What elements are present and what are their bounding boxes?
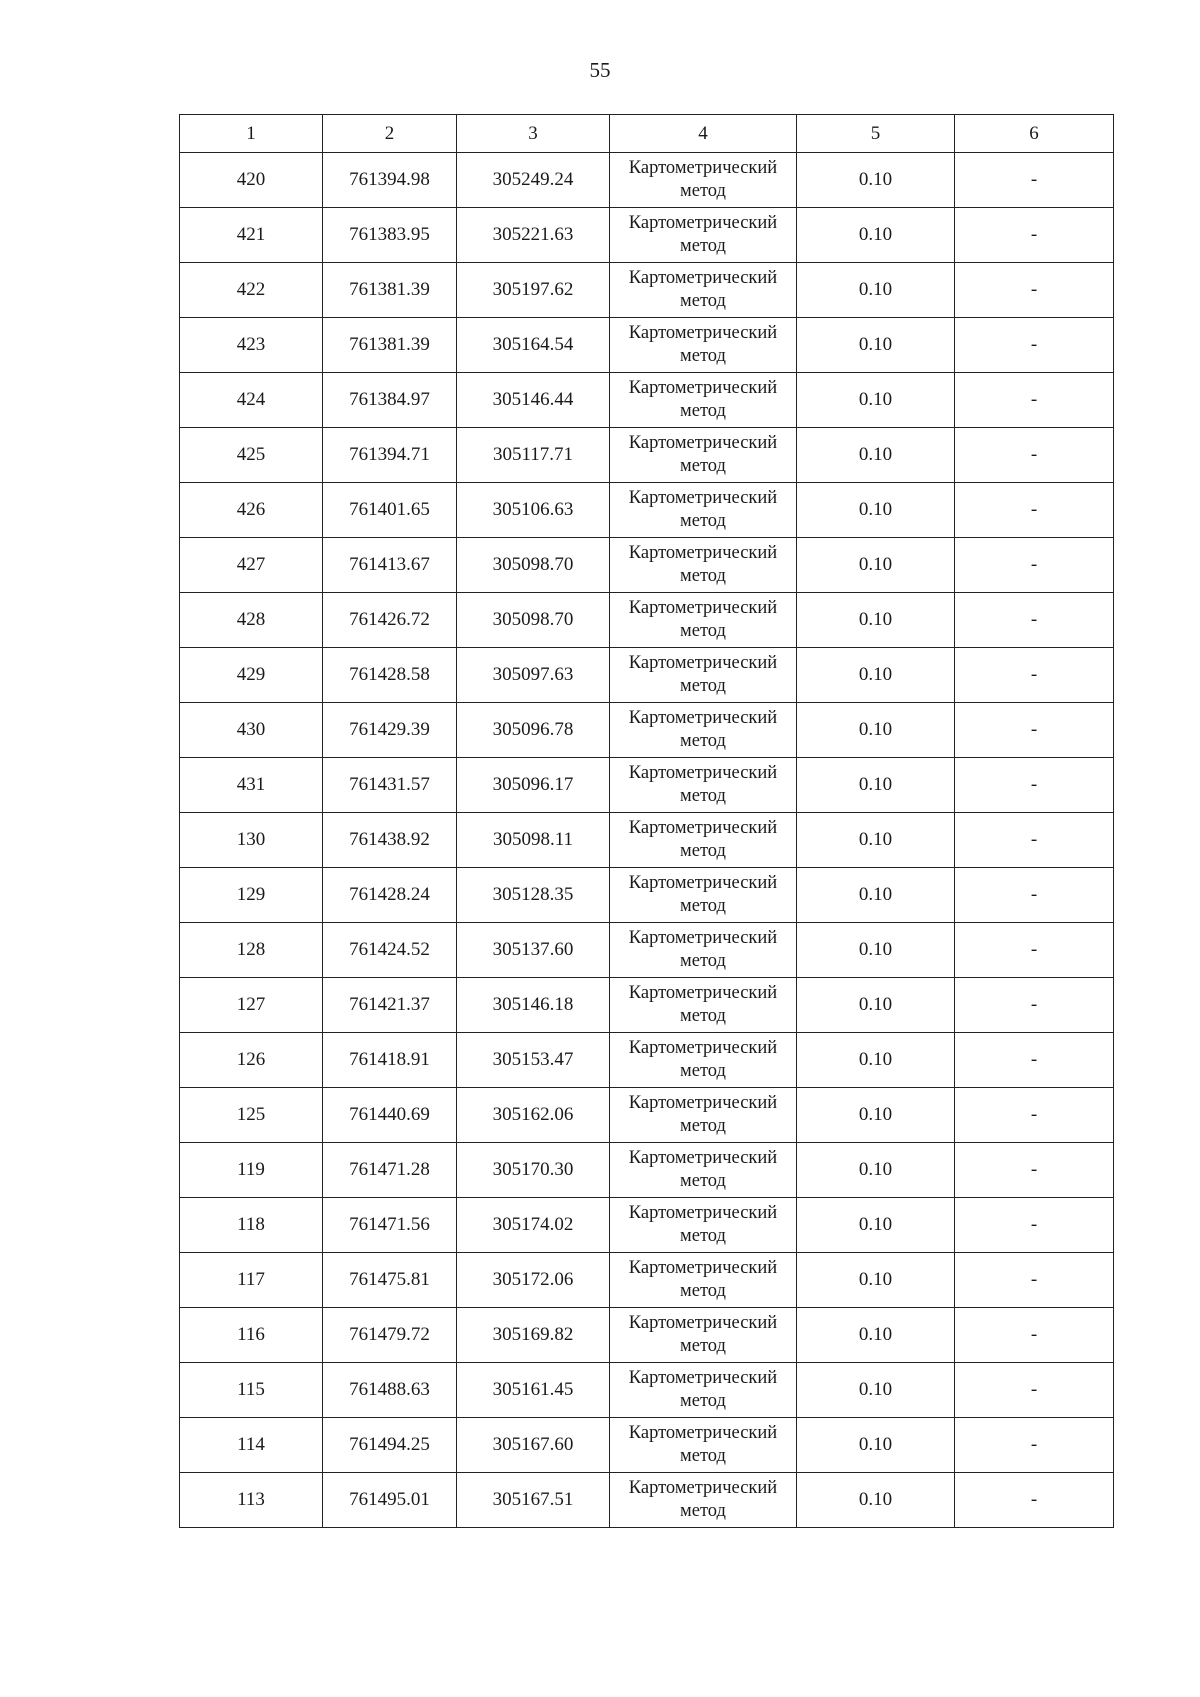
table-row bbox=[180, 263, 1114, 318]
x-coordinate-cell: 761471.28 bbox=[323, 1143, 457, 1198]
method-cell bbox=[610, 978, 797, 1033]
accuracy-cell: 0.10 bbox=[797, 1308, 955, 1363]
method-text: метод bbox=[680, 1281, 726, 1301]
table-row bbox=[180, 1308, 1114, 1363]
y-coordinate-cell: 305197.62 bbox=[457, 263, 610, 318]
accuracy-cell: 0.10 bbox=[797, 318, 955, 373]
y-coordinate-cell: 305137.60 bbox=[457, 923, 610, 978]
note-cell: - bbox=[955, 208, 1114, 263]
method-cell bbox=[610, 703, 797, 758]
x-coordinate-cell: 761428.24 bbox=[323, 868, 457, 923]
column-header: 5 bbox=[797, 115, 955, 153]
method-text: Картометрический bbox=[628, 983, 778, 1003]
note-cell: - bbox=[955, 1253, 1114, 1308]
method-text: метод bbox=[680, 511, 726, 531]
accuracy-cell: 0.10 bbox=[797, 813, 955, 868]
note-cell: - bbox=[955, 483, 1114, 538]
accuracy-cell: 0.10 bbox=[797, 923, 955, 978]
accuracy-cell: 0.10 bbox=[797, 648, 955, 703]
x-coordinate-cell: 761494.25 bbox=[323, 1418, 457, 1473]
method-text: Картометрический bbox=[628, 598, 778, 618]
method-text: метод bbox=[680, 951, 726, 971]
y-coordinate-cell: 305169.82 bbox=[457, 1308, 610, 1363]
method-cell bbox=[610, 428, 797, 483]
point-number-cell: 424 bbox=[180, 373, 323, 428]
accuracy-cell: 0.10 bbox=[797, 373, 955, 428]
method-text: метод bbox=[680, 236, 726, 256]
method-text: метод bbox=[680, 401, 726, 421]
y-coordinate-cell: 305128.35 bbox=[457, 868, 610, 923]
y-coordinate-cell: 305249.24 bbox=[457, 153, 610, 208]
method-cell bbox=[610, 1253, 797, 1308]
point-number-cell: 420 bbox=[180, 153, 323, 208]
x-coordinate-cell: 761424.52 bbox=[323, 923, 457, 978]
accuracy-cell: 0.10 bbox=[797, 428, 955, 483]
x-coordinate-cell: 761488.63 bbox=[323, 1363, 457, 1418]
accuracy-cell: 0.10 bbox=[797, 1143, 955, 1198]
method-cell bbox=[610, 208, 797, 263]
point-number-cell: 118 bbox=[180, 1198, 323, 1253]
column-header: 3 bbox=[457, 115, 610, 153]
table-row bbox=[180, 923, 1114, 978]
note-cell: - bbox=[955, 1198, 1114, 1253]
method-cell bbox=[610, 318, 797, 373]
point-number-cell: 117 bbox=[180, 1253, 323, 1308]
table-row bbox=[180, 758, 1114, 813]
table-row bbox=[180, 868, 1114, 923]
note-cell: - bbox=[955, 593, 1114, 648]
y-coordinate-cell: 305174.02 bbox=[457, 1198, 610, 1253]
method-text: Картометрический bbox=[628, 488, 778, 508]
method-text: метод bbox=[680, 841, 726, 861]
note-cell: - bbox=[955, 373, 1114, 428]
note-cell: - bbox=[955, 1363, 1114, 1418]
table-row bbox=[180, 428, 1114, 483]
note-cell: - bbox=[955, 153, 1114, 208]
accuracy-cell: 0.10 bbox=[797, 538, 955, 593]
point-number-cell: 127 bbox=[180, 978, 323, 1033]
y-coordinate-cell: 305096.17 bbox=[457, 758, 610, 813]
table-row bbox=[180, 593, 1114, 648]
point-number-cell: 129 bbox=[180, 868, 323, 923]
method-cell bbox=[610, 483, 797, 538]
accuracy-cell: 0.10 bbox=[797, 1473, 955, 1528]
column-header: 4 bbox=[610, 115, 797, 153]
x-coordinate-cell: 761381.39 bbox=[323, 318, 457, 373]
x-coordinate-cell: 761479.72 bbox=[323, 1308, 457, 1363]
y-coordinate-cell: 305162.06 bbox=[457, 1088, 610, 1143]
method-text: Картометрический bbox=[628, 818, 778, 838]
y-coordinate-cell: 305172.06 bbox=[457, 1253, 610, 1308]
point-number-cell: 126 bbox=[180, 1033, 323, 1088]
y-coordinate-cell: 305146.44 bbox=[457, 373, 610, 428]
table-row bbox=[180, 153, 1114, 208]
table-row bbox=[180, 1363, 1114, 1418]
method-cell bbox=[610, 593, 797, 648]
x-coordinate-cell: 761394.98 bbox=[323, 153, 457, 208]
method-text: Картометрический bbox=[628, 928, 778, 948]
point-number-cell: 430 bbox=[180, 703, 323, 758]
method-text: метод bbox=[680, 1336, 726, 1356]
method-text: Картометрический bbox=[628, 543, 778, 563]
point-number-cell: 128 bbox=[180, 923, 323, 978]
method-text: метод bbox=[680, 1226, 726, 1246]
note-cell: - bbox=[955, 868, 1114, 923]
table-row bbox=[180, 538, 1114, 593]
method-text: Картометрический bbox=[628, 653, 778, 673]
table-row bbox=[180, 1143, 1114, 1198]
x-coordinate-cell: 761418.91 bbox=[323, 1033, 457, 1088]
accuracy-cell: 0.10 bbox=[797, 1088, 955, 1143]
note-cell: - bbox=[955, 703, 1114, 758]
point-number-cell: 119 bbox=[180, 1143, 323, 1198]
accuracy-cell: 0.10 bbox=[797, 1363, 955, 1418]
method-cell bbox=[610, 1363, 797, 1418]
y-coordinate-cell: 305161.45 bbox=[457, 1363, 610, 1418]
table-row bbox=[180, 1253, 1114, 1308]
x-coordinate-cell: 761413.67 bbox=[323, 538, 457, 593]
method-text: Картометрический bbox=[628, 323, 778, 343]
note-cell: - bbox=[955, 318, 1114, 373]
method-text: Картометрический bbox=[628, 1148, 778, 1168]
method-text: метод bbox=[680, 181, 726, 201]
x-coordinate-cell: 761381.39 bbox=[323, 263, 457, 318]
method-text: Картометрический bbox=[628, 1258, 778, 1278]
point-number-cell: 115 bbox=[180, 1363, 323, 1418]
accuracy-cell: 0.10 bbox=[797, 1033, 955, 1088]
table-row bbox=[180, 483, 1114, 538]
y-coordinate-cell: 305098.70 bbox=[457, 538, 610, 593]
table-row bbox=[180, 208, 1114, 263]
method-text: метод bbox=[680, 896, 726, 916]
method-text: Картометрический bbox=[628, 1313, 778, 1333]
method-text: метод bbox=[680, 456, 726, 476]
accuracy-cell: 0.10 bbox=[797, 263, 955, 318]
table-row bbox=[180, 1033, 1114, 1088]
method-cell bbox=[610, 1033, 797, 1088]
table-row bbox=[180, 703, 1114, 758]
method-text: метод bbox=[680, 1006, 726, 1026]
page-number: 55 bbox=[589, 58, 611, 82]
coordinates-table bbox=[179, 114, 1114, 1528]
x-coordinate-cell: 761495.01 bbox=[323, 1473, 457, 1528]
x-coordinate-cell: 761431.57 bbox=[323, 758, 457, 813]
method-cell bbox=[610, 1473, 797, 1528]
method-cell bbox=[610, 923, 797, 978]
x-coordinate-cell: 761383.95 bbox=[323, 208, 457, 263]
method-text: Картометрический bbox=[628, 1368, 778, 1388]
y-coordinate-cell: 305098.11 bbox=[457, 813, 610, 868]
method-text: метод bbox=[680, 731, 726, 751]
point-number-cell: 425 bbox=[180, 428, 323, 483]
method-cell bbox=[610, 1308, 797, 1363]
method-text: метод bbox=[680, 566, 726, 586]
note-cell: - bbox=[955, 263, 1114, 318]
y-coordinate-cell: 305167.51 bbox=[457, 1473, 610, 1528]
method-cell bbox=[610, 758, 797, 813]
method-cell bbox=[610, 868, 797, 923]
method-text: метод bbox=[680, 291, 726, 311]
table-body bbox=[180, 153, 1114, 1528]
method-text: метод bbox=[680, 1061, 726, 1081]
method-text: Картометрический bbox=[628, 213, 778, 233]
table-row bbox=[180, 318, 1114, 373]
point-number-cell: 422 bbox=[180, 263, 323, 318]
y-coordinate-cell: 305164.54 bbox=[457, 318, 610, 373]
note-cell: - bbox=[955, 1143, 1114, 1198]
x-coordinate-cell: 761426.72 bbox=[323, 593, 457, 648]
y-coordinate-cell: 305167.60 bbox=[457, 1418, 610, 1473]
method-cell bbox=[610, 813, 797, 868]
table-row bbox=[180, 373, 1114, 428]
note-cell: - bbox=[955, 648, 1114, 703]
note-cell: - bbox=[955, 978, 1114, 1033]
table-row bbox=[180, 1418, 1114, 1473]
method-text: метод bbox=[680, 1171, 726, 1191]
method-text: метод bbox=[680, 1446, 726, 1466]
method-text: Картометрический bbox=[628, 1038, 778, 1058]
table-row bbox=[180, 648, 1114, 703]
column-header: 6 bbox=[955, 115, 1114, 153]
y-coordinate-cell: 305221.63 bbox=[457, 208, 610, 263]
x-coordinate-cell: 761475.81 bbox=[323, 1253, 457, 1308]
table-row bbox=[180, 813, 1114, 868]
note-cell: - bbox=[955, 1088, 1114, 1143]
method-cell bbox=[610, 373, 797, 428]
method-text: Картометрический bbox=[628, 1203, 778, 1223]
accuracy-cell: 0.10 bbox=[797, 483, 955, 538]
point-number-cell: 130 bbox=[180, 813, 323, 868]
method-text: Картометрический bbox=[628, 1423, 778, 1443]
accuracy-cell: 0.10 bbox=[797, 1198, 955, 1253]
accuracy-cell: 0.10 bbox=[797, 153, 955, 208]
accuracy-cell: 0.10 bbox=[797, 978, 955, 1033]
method-text: Картометрический bbox=[628, 268, 778, 288]
y-coordinate-cell: 305096.78 bbox=[457, 703, 610, 758]
y-coordinate-cell: 305098.70 bbox=[457, 593, 610, 648]
point-number-cell: 114 bbox=[180, 1418, 323, 1473]
y-coordinate-cell: 305097.63 bbox=[457, 648, 610, 703]
point-number-cell: 116 bbox=[180, 1308, 323, 1363]
method-text: Картометрический bbox=[628, 1093, 778, 1113]
accuracy-cell: 0.10 bbox=[797, 1253, 955, 1308]
note-cell: - bbox=[955, 758, 1114, 813]
column-header: 2 bbox=[323, 115, 457, 153]
table-row bbox=[180, 978, 1114, 1033]
x-coordinate-cell: 761438.92 bbox=[323, 813, 457, 868]
method-text: Картометрический bbox=[628, 378, 778, 398]
method-text: Картометрический bbox=[628, 433, 778, 453]
method-text: Картометрический bbox=[628, 1478, 778, 1498]
note-cell: - bbox=[955, 538, 1114, 593]
accuracy-cell: 0.10 bbox=[797, 868, 955, 923]
accuracy-cell: 0.10 bbox=[797, 758, 955, 813]
point-number-cell: 423 bbox=[180, 318, 323, 373]
x-coordinate-cell: 761384.97 bbox=[323, 373, 457, 428]
method-text: метод bbox=[680, 621, 726, 641]
column-header: 1 bbox=[180, 115, 323, 153]
method-text: Картометрический bbox=[628, 158, 778, 178]
method-text: метод bbox=[680, 1116, 726, 1136]
method-text: метод bbox=[680, 1501, 726, 1521]
method-cell bbox=[610, 1143, 797, 1198]
x-coordinate-cell: 761429.39 bbox=[323, 703, 457, 758]
method-cell bbox=[610, 648, 797, 703]
x-coordinate-cell: 761440.69 bbox=[323, 1088, 457, 1143]
accuracy-cell: 0.10 bbox=[797, 593, 955, 648]
method-cell bbox=[610, 538, 797, 593]
point-number-cell: 431 bbox=[180, 758, 323, 813]
accuracy-cell: 0.10 bbox=[797, 1418, 955, 1473]
method-text: Картометрический bbox=[628, 873, 778, 893]
y-coordinate-cell: 305170.30 bbox=[457, 1143, 610, 1198]
note-cell: - bbox=[955, 813, 1114, 868]
x-coordinate-cell: 761421.37 bbox=[323, 978, 457, 1033]
table-row bbox=[180, 1473, 1114, 1528]
method-cell bbox=[610, 263, 797, 318]
note-cell: - bbox=[955, 1033, 1114, 1088]
x-coordinate-cell: 761394.71 bbox=[323, 428, 457, 483]
method-text: метод bbox=[680, 676, 726, 696]
method-cell bbox=[610, 1198, 797, 1253]
method-text: Картометрический bbox=[628, 708, 778, 728]
method-cell bbox=[610, 1088, 797, 1143]
method-text: метод bbox=[680, 786, 726, 806]
point-number-cell: 429 bbox=[180, 648, 323, 703]
table-row bbox=[180, 1088, 1114, 1143]
method-cell bbox=[610, 153, 797, 208]
method-cell bbox=[610, 1418, 797, 1473]
note-cell: - bbox=[955, 1308, 1114, 1363]
table-row bbox=[180, 1198, 1114, 1253]
note-cell: - bbox=[955, 1418, 1114, 1473]
point-number-cell: 421 bbox=[180, 208, 323, 263]
table-header-row bbox=[180, 115, 1114, 153]
point-number-cell: 426 bbox=[180, 483, 323, 538]
y-coordinate-cell: 305153.47 bbox=[457, 1033, 610, 1088]
note-cell: - bbox=[955, 428, 1114, 483]
method-text: метод bbox=[680, 1391, 726, 1411]
method-text: Картометрический bbox=[628, 763, 778, 783]
x-coordinate-cell: 761401.65 bbox=[323, 483, 457, 538]
accuracy-cell: 0.10 bbox=[797, 208, 955, 263]
point-number-cell: 428 bbox=[180, 593, 323, 648]
method-text: метод bbox=[680, 346, 726, 366]
x-coordinate-cell: 761428.58 bbox=[323, 648, 457, 703]
note-cell: - bbox=[955, 1473, 1114, 1528]
y-coordinate-cell: 305106.63 bbox=[457, 483, 610, 538]
accuracy-cell: 0.10 bbox=[797, 703, 955, 758]
note-cell: - bbox=[955, 923, 1114, 978]
point-number-cell: 125 bbox=[180, 1088, 323, 1143]
point-number-cell: 113 bbox=[180, 1473, 323, 1528]
x-coordinate-cell: 761471.56 bbox=[323, 1198, 457, 1253]
y-coordinate-cell: 305146.18 bbox=[457, 978, 610, 1033]
point-number-cell: 427 bbox=[180, 538, 323, 593]
y-coordinate-cell: 305117.71 bbox=[457, 428, 610, 483]
